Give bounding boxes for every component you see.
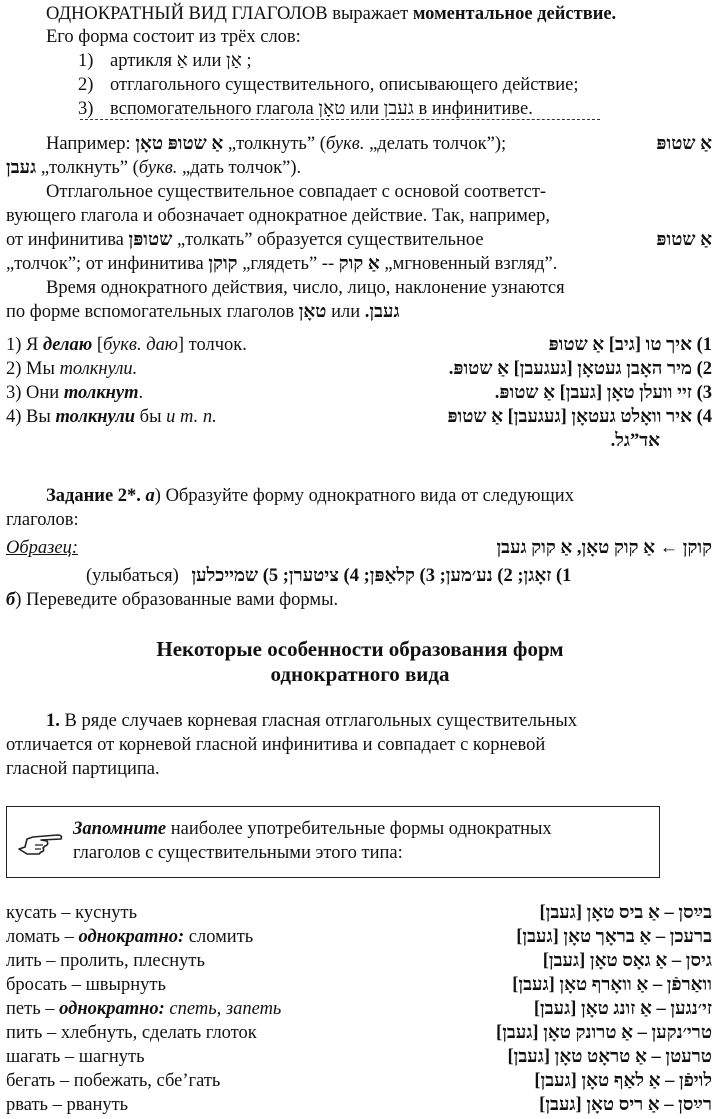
para1-text-3b: „толкать” образуется существительное — [172, 230, 484, 250]
note-line-1: наиболее употребительные формы однократных — [166, 819, 552, 839]
verb-ru: ломать – — [6, 927, 79, 947]
intro-line2: Его форма состоит из трёх слов: — [46, 27, 301, 47]
example-row — [0, 381, 720, 405]
note-text — [73, 817, 653, 865]
verb-he: זי׳נגען – אַ זונג טאָן [געבן] — [533, 999, 712, 1019]
verb-row — [0, 1069, 720, 1093]
para2-text-2a: по форме вспомогательных глаголов — [6, 302, 299, 322]
para3-num: 1. — [46, 711, 60, 731]
component-num: 2) — [78, 75, 94, 95]
para2-line-2 — [6, 300, 400, 324]
examples-continuation: אד”גל. — [610, 431, 660, 451]
para1-hebrew-4: אַ קוק — [338, 254, 380, 274]
example-line-2 — [6, 156, 301, 180]
verb-he: גיסן – אַ גאָס טאָן [געבן] — [542, 951, 712, 971]
para1-line-4 — [6, 252, 557, 276]
verb-row — [0, 1045, 720, 1069]
example-ru-a: Я — [26, 335, 44, 355]
section-title-2: однократного вида — [270, 662, 450, 686]
para1-text-4c: „мгновенный взгляд”. — [379, 254, 558, 274]
intro-bold: моментальное действие. — [412, 4, 617, 24]
task-sample-label: Образец: — [6, 538, 79, 558]
example-line-1 — [0, 132, 720, 156]
example-row — [0, 333, 720, 357]
para1-text-3a: от инфинитива — [6, 230, 129, 250]
intro-caps: ОДНОКРАТНЫЙ ВИД ГЛАГОЛОВ — [46, 4, 328, 24]
example-abbr-1: букв. — [325, 134, 365, 154]
section-title-1: Некоторые особенности образования форм — [156, 637, 564, 661]
verb-ru: рвать – рвануть — [6, 1095, 129, 1115]
example-hebrew-1: אַ שטופּ טאָן — [135, 134, 224, 154]
example-row — [0, 405, 720, 429]
component-sep: или — [187, 51, 227, 71]
para2-line-1: Время однократного действия, число, лицо, наклонение узнаются — [46, 278, 565, 298]
task-sample-hebrew: קוקן ← אַ קוק טאָן, אַ קוק געבן — [496, 538, 712, 558]
example-abbr-2: букв. — [138, 158, 178, 178]
example-ru-bi: толкнут — [63, 383, 139, 403]
example-he: 1) איך טו [גיב] אַ שטופּ — [548, 335, 712, 355]
example-text-2: „делать толчок”); — [364, 134, 507, 154]
example-ru-bi: толкнули — [55, 407, 136, 427]
para2-hebrew-2: געבן. — [364, 302, 400, 322]
example-ru-b: бы — [135, 407, 167, 427]
task-a: а — [145, 486, 155, 506]
component-text: вспомогательного глагола — [110, 99, 319, 119]
example-num: 4) — [6, 407, 27, 427]
verb-ru: лить – пролить, плеснуть — [6, 951, 205, 971]
dashed-separator — [80, 119, 600, 120]
note-line-2: глаголов с существительными этого типа: — [73, 843, 403, 863]
task-list-ru: (улыбаться) — [86, 566, 179, 586]
para1-text-4a: „толчок”; от инфинитива — [6, 254, 209, 274]
para3-line-2: отличается от корневой гласной инфинитива и совпадает с корневой — [6, 735, 546, 755]
component-sep: или — [345, 99, 384, 119]
para1-text-4b: „глядеть” -- — [237, 254, 339, 274]
component-item — [78, 73, 578, 97]
example-num: 3) — [6, 383, 27, 403]
example-ru-a: Мы — [26, 359, 60, 379]
verb-ru-bold: однократно: — [78, 927, 185, 947]
verb-ru-rest: спеть, запеть — [164, 999, 282, 1019]
component-text: артикля — [110, 51, 177, 71]
para3-text-1: В ряде случаев корневая гласная отглагольных существительных — [59, 711, 578, 731]
component-item — [78, 97, 533, 121]
example-he: 2) מיר האָבן געטאָן [געגעבן] אַ שטופּ. — [448, 359, 712, 379]
component-num: 1) — [78, 51, 94, 71]
verb-ru: кусать – куснуть — [6, 903, 138, 923]
verb-he: בײַסן – אַ ביס טאָן [געבן] — [539, 903, 712, 923]
intro-heading — [46, 2, 616, 26]
component-hebrew: טאָן — [318, 99, 346, 119]
para1-hebrew-1: שטופּן — [128, 230, 173, 250]
verb-ru-bold: однократно: — [59, 999, 165, 1019]
example-text-1: „толкнуть” ( — [223, 134, 326, 154]
verb-row — [0, 901, 720, 925]
para2-hebrew-1: טאָן — [298, 302, 327, 322]
note-bold: Запомните — [73, 819, 167, 839]
component-tail: в инфинитиве. — [413, 99, 533, 119]
verb-ru: бегать – побежать, сбе’гать — [6, 1071, 221, 1091]
task-b: б — [6, 590, 16, 610]
para1-line-3 — [0, 228, 720, 252]
example-num: 1) — [6, 335, 27, 355]
example-num: 2) — [6, 359, 27, 379]
verb-ru: петь – — [6, 999, 60, 1019]
example-ru-i: толкнули. — [59, 359, 138, 379]
verb-he: טרי׳נקען – אַ טרונק טאָן [געבן] — [496, 1023, 712, 1043]
verb-he: וואַרפֿן – אַ וואָרף טאָן [געבן] — [512, 975, 712, 995]
task-line-2: глаголов: — [6, 510, 79, 530]
component-hebrew2: געבן — [383, 99, 414, 119]
intro-rest: выражает — [327, 4, 413, 24]
verb-row — [0, 949, 720, 973]
verb-he: רײַסן – אַ ריס טאָן [געבן] — [539, 1095, 712, 1115]
example-hebrew-2: אַ שטופּ — [656, 134, 712, 154]
task-sample — [0, 536, 720, 560]
example-row — [0, 357, 720, 381]
verb-he: טרעטן – אַ טראָט טאָן [געבן] — [507, 1047, 712, 1067]
verb-ru: бросать – швырнуть — [6, 975, 166, 995]
task-b-line — [6, 588, 338, 612]
component-hebrew2: אַן — [226, 51, 242, 71]
task-text-1: ) Образуйте форму однократного вида от следующих — [154, 486, 574, 506]
para3-line-1 — [46, 709, 577, 733]
verb-row — [0, 973, 720, 997]
para1-line-2: вующего глагола и обозначает однократное действие. Так, например, — [6, 206, 550, 226]
task-label: Задание 2*. — [46, 486, 141, 506]
task-list-hebrew: 1) זאָגן; 2) נע׳מען; 3) קלאַפּן; 4) ציטערן; 5) שמייכלען — [191, 566, 572, 586]
para1-hebrew-3: קוקן — [208, 254, 238, 274]
example-hebrew-3: געבן — [6, 158, 37, 178]
example-ru-c: ] толчок. — [177, 335, 247, 355]
verb-he: לויפֿן – אַ לאַף טאָן [געבן] — [534, 1071, 712, 1091]
verb-ru-rest: сломить — [184, 927, 254, 947]
para2-text-2b: или — [326, 302, 365, 322]
example-ru-i: и т. п. — [166, 407, 217, 427]
para1-line-1: Отглагольное существительное совпадает с основой соответст- — [46, 182, 547, 202]
verb-row — [0, 1021, 720, 1045]
verb-row — [0, 925, 720, 949]
example-text-3: „толкнуть” ( — [36, 158, 139, 178]
example-ru-bi: делаю — [43, 335, 93, 355]
verb-ru: шагать – шагнуть — [6, 1047, 145, 1067]
example-text-4: „дать толчок”). — [177, 158, 302, 178]
example-he: 3) זיי וועלן טאָן [געבן] אַ שטופּ. — [494, 383, 712, 403]
task-b-text: ) Переведите образованные вами формы. — [15, 590, 339, 610]
verb-row — [0, 1093, 720, 1117]
example-label: Например: — [46, 134, 136, 154]
component-item — [78, 49, 252, 73]
verb-he: ברעכן – אַ בראָך טאָן [געבן] — [516, 927, 712, 947]
example-ru-a: Они — [26, 383, 64, 403]
para1-hebrew-2: אַ שטופּ — [656, 230, 712, 250]
pointing-hand-icon — [17, 827, 65, 857]
verb-row — [0, 997, 720, 1021]
component-text: отглагольного существительного, описывающего действие; — [110, 75, 579, 95]
task-line-1 — [46, 484, 574, 508]
task-list — [86, 564, 706, 588]
example-ru-c: . — [138, 383, 144, 403]
example-he: 4) איר וואָלט געטאָן [געגעבן] אַ שטופּ — [447, 407, 712, 427]
verb-ru: пить – хлебнуть, сделать глоток — [6, 1023, 257, 1043]
para3-line-3: гласной партиципа. — [6, 759, 160, 779]
example-ru-b: [ — [92, 335, 103, 355]
example-ru-i: букв. даю — [103, 335, 178, 355]
component-hebrew: אַ — [176, 51, 188, 71]
example-ru-a: Вы — [26, 407, 56, 427]
note-box — [6, 806, 660, 878]
component-num: 3) — [78, 99, 94, 119]
component-tail: ; — [241, 51, 252, 71]
